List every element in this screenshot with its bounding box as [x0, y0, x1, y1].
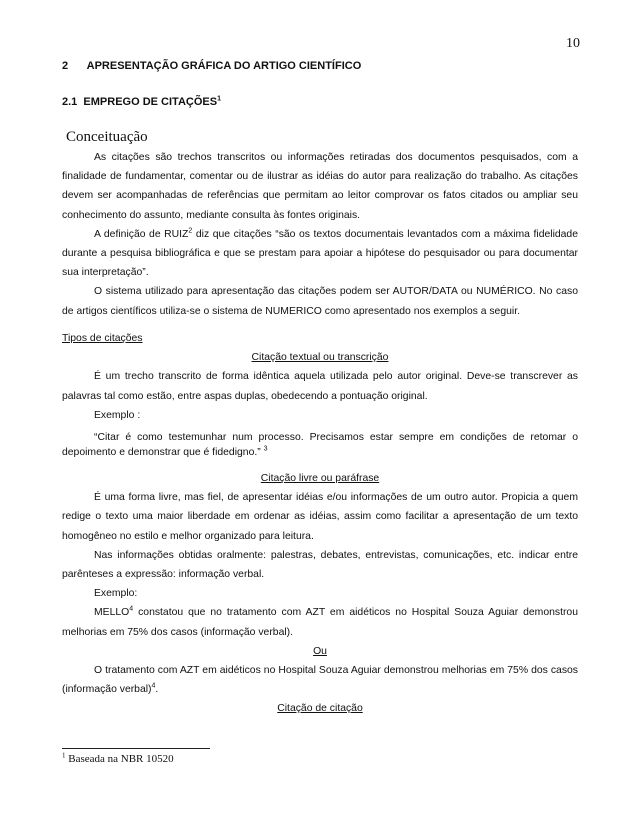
paragraph-ruiz — [62, 225, 578, 283]
subheading-conceituacao: Conceituação — [66, 129, 148, 145]
mello-text-cont: constatou que no tratamento com AZT em aidéticos no Hospital Souza Aguiar demonstrou melhorias em 75% dos casos (informação verbal). — [62, 607, 578, 638]
footnote-text: Baseada na NBR 10520 — [65, 753, 174, 765]
page-number: 10 — [566, 36, 580, 51]
paragraph-definition: As citações são trechos transcritos ou informações retiradas dos documentos pesquisados, com a finalidade de fundamentar, comentar ou de ilustrar as idéias do autor para realização do trabalho. As citações devem ser acompanhadas de referências que permitam ao leitor comprovar os fatos citados ou ampliar seu conhecimento do assunto, mediante consulta às fontes originais. — [62, 152, 578, 221]
subsection-title: EMPREGO DE CITAÇÕES — [83, 96, 218, 108]
exemplo-label-1: Exemplo : — [94, 409, 141, 421]
body-block-3 — [62, 469, 578, 719]
ou-separator: Ou — [313, 645, 327, 657]
footnote-ref: 1 — [217, 95, 221, 103]
footnote-number: 1 — [62, 751, 66, 760]
quote-text: “Citar é como testemunhar num processo. Precisamos estar sempre em condições de retomar o depoimento e demonstrar que é fidedigno.” — [62, 432, 578, 458]
livre-heading: Citação livre ou paráfrase — [260, 473, 380, 484]
paragraph-sistema: O sistema utilizado para apresentação das citações podem ser AUTOR/DATA ou NUMÉRICO. No caso de artigos científicos utiliza-se o sistema de NUMERICO como apresentado nos exemplos a seguir. — [62, 286, 578, 317]
block-quote — [62, 430, 578, 460]
tipos-heading: Tipos de citações — [62, 333, 143, 344]
ruiz-text: A definição de RUIZ — [94, 228, 189, 240]
tratamento-footnote-ref: 4 — [151, 682, 156, 690]
ruiz-text-cont: diz que citações “são os textos documentais levantados com a máxima fidelidade durante a pesquisa bibliográfica e que se prestam para apoiar a hipótese do pesquisador ou para documentar sua interpretação”. — [62, 228, 578, 279]
ruiz-footnote-ref: 2 — [188, 227, 193, 235]
paragraph-tratamento — [62, 661, 578, 699]
section-heading — [62, 60, 361, 72]
tratamento-text: O tratamento com AZT em aidéticos no Hospital Souza Aguiar demonstrou melhorias em 75% dos casos (informação verbal) — [62, 665, 578, 696]
subsection-heading — [62, 96, 221, 108]
quote-footnote-ref: 3 — [263, 445, 268, 453]
subsection-number: 2.1 — [62, 96, 78, 108]
citacao-de-citacao-heading: Citação de citação — [277, 703, 363, 715]
mello-footnote-ref: 4 — [129, 605, 134, 613]
section-number: 2 — [62, 60, 69, 72]
paragraph-textual: É um trecho transcrito de forma idêntica aquela utilizada pelo autor original. Deve-se transcrever as palavras tal como estão, entre aspas duplas, obedecendo a pontuação original. — [62, 371, 578, 402]
footnote — [62, 753, 174, 765]
textual-heading: Citação textual ou transcrição — [251, 352, 389, 364]
body-block-2 — [62, 329, 578, 425]
section-title: APRESENTAÇÃO GRÁFICA DO ARTIGO CIENTÍFICO — [86, 60, 362, 72]
paragraph-livre: É uma forma livre, mas fiel, de apresentar idéias e/ou informações de um outro autor. Propicia a quem redige o texto uma maior liberdade em ordenar as idéias, assim como facilitar a apresentação de um texto homogêneo no estilo e melhor organizado para leitura. — [62, 492, 578, 542]
tratamento-text-end: . — [155, 684, 159, 696]
footnote-divider — [62, 748, 210, 749]
body-block-1 — [62, 148, 578, 321]
exemplo-label-2: Exemplo: — [94, 588, 138, 600]
paragraph-oral: Nas informações obtidas oralmente: palestras, debates, entrevistas, comunicações, etc. indicar entre parênteses a expressão: informação verbal. — [62, 549, 578, 581]
paragraph-mello — [62, 603, 578, 641]
mello-text: MELLO — [94, 607, 130, 619]
